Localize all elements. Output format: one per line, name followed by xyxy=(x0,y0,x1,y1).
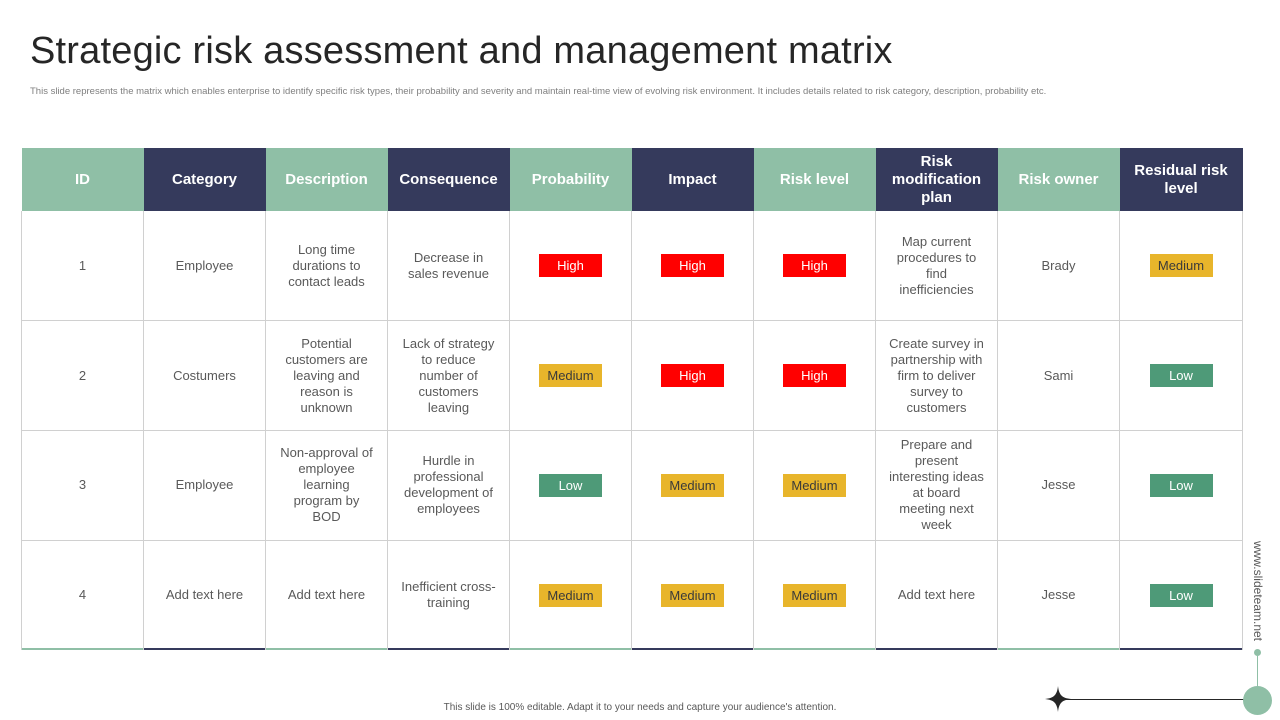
cell-consequence: Decrease in sales revenue xyxy=(388,211,510,321)
risk-level-badge: High xyxy=(783,254,846,277)
cell-consequence: Hurdle in professional development of employees xyxy=(388,431,510,541)
residual-badge: Low xyxy=(1150,364,1213,387)
cell-consequence: Lack of strategy to reduce number of customers leaving xyxy=(388,321,510,431)
cell-probability xyxy=(510,431,632,541)
header-residual-risk-level: Residual risk level xyxy=(1120,148,1243,211)
cell-id: 3 xyxy=(22,431,144,541)
cell-plan: Create survey in partnership with firm to deliver survey to customers xyxy=(876,321,998,431)
cell-category: Add text here xyxy=(144,540,266,650)
probability-badge: Medium xyxy=(539,584,602,607)
cell-owner: Jesse xyxy=(998,540,1120,650)
residual-badge: Low xyxy=(1150,474,1213,497)
cell-residual xyxy=(1120,431,1243,541)
cell-category: Employee xyxy=(144,431,266,541)
cell-probability xyxy=(510,540,632,650)
cell-plan: Prepare and present interesting ideas at board meeting next week xyxy=(876,431,998,541)
cell-probability xyxy=(510,321,632,431)
header-probability: Probability xyxy=(510,148,632,211)
cell-consequence: Inefficient cross-training xyxy=(388,540,510,650)
cell-impact xyxy=(632,211,754,321)
table-row xyxy=(22,431,1243,541)
decorative-circle xyxy=(1243,686,1272,715)
table-row xyxy=(22,211,1243,321)
cell-impact xyxy=(632,321,754,431)
decorative-dot xyxy=(1254,649,1261,656)
probability-badge: Medium xyxy=(539,364,602,387)
cell-plan: Add text here xyxy=(876,540,998,650)
cell-probability xyxy=(510,211,632,321)
table-row xyxy=(22,321,1243,431)
page-subtitle: This slide represents the matrix which enables enterprise to identify specific risk types, their probability and severity and maintain real-time view of evolving risk environment. It includes details related to risk category, description, probability etc. xyxy=(30,86,1047,97)
cell-description: Potential customers are leaving and reason is unknown xyxy=(266,321,388,431)
cell-residual xyxy=(1120,321,1243,431)
header-risk-level: Risk level xyxy=(754,148,876,211)
risk-level-badge: Medium xyxy=(783,584,846,607)
header-category: Category xyxy=(144,148,266,211)
header-id: ID xyxy=(22,148,144,211)
header-description: Description xyxy=(266,148,388,211)
impact-badge: High xyxy=(661,254,724,277)
cell-owner: Brady xyxy=(998,211,1120,321)
header-risk-owner: Risk owner xyxy=(998,148,1120,211)
cell-id: 2 xyxy=(22,321,144,431)
impact-badge: Medium xyxy=(661,474,724,497)
impact-badge: Medium xyxy=(661,584,724,607)
cell-residual xyxy=(1120,211,1243,321)
cell-plan: Map current procedures to find inefficiencies xyxy=(876,211,998,321)
cell-risk-level xyxy=(754,211,876,321)
cell-category: Employee xyxy=(144,211,266,321)
residual-badge: Low xyxy=(1150,584,1213,607)
cell-owner: Jesse xyxy=(998,431,1120,541)
residual-badge: Medium xyxy=(1150,254,1213,277)
risk-level-badge: Medium xyxy=(783,474,846,497)
decorative-horizontal-line xyxy=(1064,699,1244,700)
four-point-star-icon xyxy=(1045,686,1071,712)
risk-matrix-table xyxy=(21,148,1243,650)
cell-residual xyxy=(1120,540,1243,650)
footer-note: This slide is 100% editable. Adapt it to your needs and capture your audience's attention. xyxy=(443,702,837,713)
cell-description: Add text here xyxy=(266,540,388,650)
header-consequence: Consequence xyxy=(388,148,510,211)
cell-owner: Sami xyxy=(998,321,1120,431)
cell-category: Costumers xyxy=(144,321,266,431)
cell-id: 4 xyxy=(22,540,144,650)
page-title: Strategic risk assessment and management matrix xyxy=(30,30,893,72)
cell-id: 1 xyxy=(22,211,144,321)
cell-description: Long time durations to contact leads xyxy=(266,211,388,321)
probability-badge: High xyxy=(539,254,602,277)
cell-risk-level xyxy=(754,540,876,650)
cell-risk-level xyxy=(754,321,876,431)
brand-watermark: www.slideteam.net xyxy=(1251,540,1265,642)
header-risk-modification-plan: Risk modification plan xyxy=(876,148,998,211)
table-row xyxy=(22,540,1243,650)
impact-badge: High xyxy=(661,364,724,387)
cell-impact xyxy=(632,431,754,541)
table-header-row xyxy=(22,148,1243,211)
cell-impact xyxy=(632,540,754,650)
cell-description: Non-approval of employee learning program by BOD xyxy=(266,431,388,541)
risk-level-badge: High xyxy=(783,364,846,387)
header-impact: Impact xyxy=(632,148,754,211)
decorative-vertical-line xyxy=(1257,656,1258,686)
probability-badge: Low xyxy=(539,474,602,497)
cell-risk-level xyxy=(754,431,876,541)
